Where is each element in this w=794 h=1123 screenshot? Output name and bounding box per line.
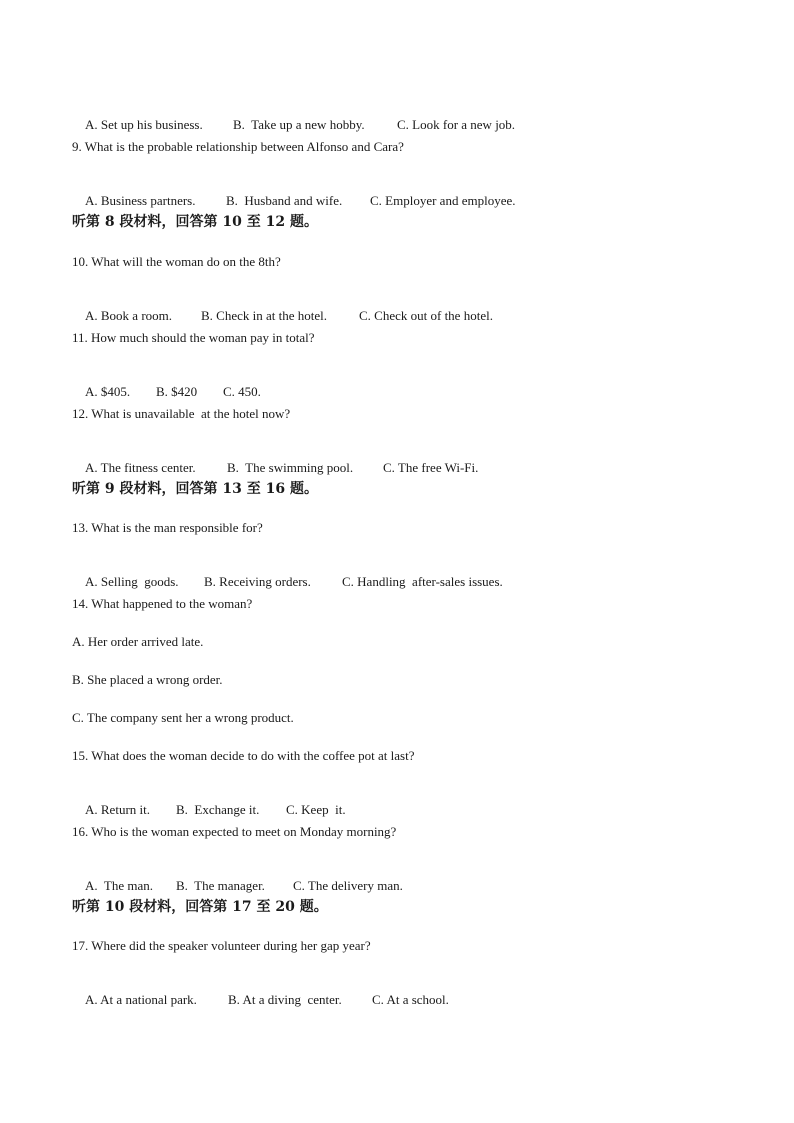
option-b: B. At a diving center. — [228, 992, 342, 1007]
option-b: B. Receiving orders. — [204, 574, 311, 589]
option-a: A. Book a room. — [85, 308, 173, 323]
question-9: 9. What is the probable relationship between Alfonso and Cara? — [72, 139, 404, 154]
options-q17 — [72, 976, 449, 1024]
section-heading-9: 听第 9 段材料，回答第 13 至 16 题。 — [72, 481, 318, 497]
question-14: 14. What happened to the woman? — [72, 596, 253, 611]
question-13: 13. What is the man responsible for? — [72, 520, 263, 535]
option-c: C. Handling after-sales issues. — [342, 574, 503, 589]
option-c: C. Look for a new job. — [397, 117, 516, 132]
question-16: 16. Who is the woman expected to meet on Monday morning? — [72, 824, 397, 839]
option-b: B. Take up a new hobby. — [233, 117, 365, 132]
option-line-c: C. The company sent her a wrong product. — [72, 710, 294, 725]
option-a: A. The fitness center. — [85, 460, 196, 475]
option-line-b: B. She placed a wrong order. — [72, 672, 223, 687]
option-a: A. Selling goods. — [85, 574, 179, 589]
option-b: B. Check in at the hotel. — [201, 308, 328, 323]
option-c: C. The free Wi-Fi. — [383, 460, 479, 475]
option-c: C. Keep it. — [286, 802, 346, 817]
question-15: 15. What does the woman decide to do with the coffee pot at last? — [72, 748, 415, 763]
option-b: B. Husband and wife. — [226, 193, 343, 208]
option-b: B. The manager. — [176, 878, 265, 893]
option-a: A. $405. — [85, 384, 131, 399]
option-a: A. At a national park. — [85, 992, 197, 1007]
option-line-a: A. Her order arrived late. — [72, 634, 204, 649]
option-a: A. Return it. — [85, 802, 150, 817]
option-a: A. Set up his business. — [85, 117, 203, 132]
option-c: C. The delivery man. — [293, 878, 403, 893]
question-11: 11. How much should the woman pay in total? — [72, 330, 315, 345]
section-heading-10: 听第 10 段材料，回答第 17 至 20 题。 — [72, 899, 328, 915]
option-c: C. Check out of the hotel. — [359, 308, 493, 323]
option-a: A. Business partners. — [85, 193, 196, 208]
option-b: B. The swimming pool. — [227, 460, 354, 475]
question-12: 12. What is unavailable at the hotel now? — [72, 406, 291, 421]
option-c: C. 450. — [223, 384, 261, 399]
option-b: B. $420 — [156, 384, 198, 399]
question-10: 10. What will the woman do on the 8th? — [72, 254, 281, 269]
option-a: A. The man. — [85, 878, 153, 893]
option-b: B. Exchange it. — [176, 802, 260, 817]
question-17: 17. Where did the speaker volunteer during her gap year? — [72, 938, 371, 953]
option-c: C. At a school. — [372, 992, 449, 1007]
option-c: C. Employer and employee. — [370, 193, 516, 208]
section-heading-8: 听第 8 段材料，回答第 10 至 12 题。 — [72, 214, 318, 230]
